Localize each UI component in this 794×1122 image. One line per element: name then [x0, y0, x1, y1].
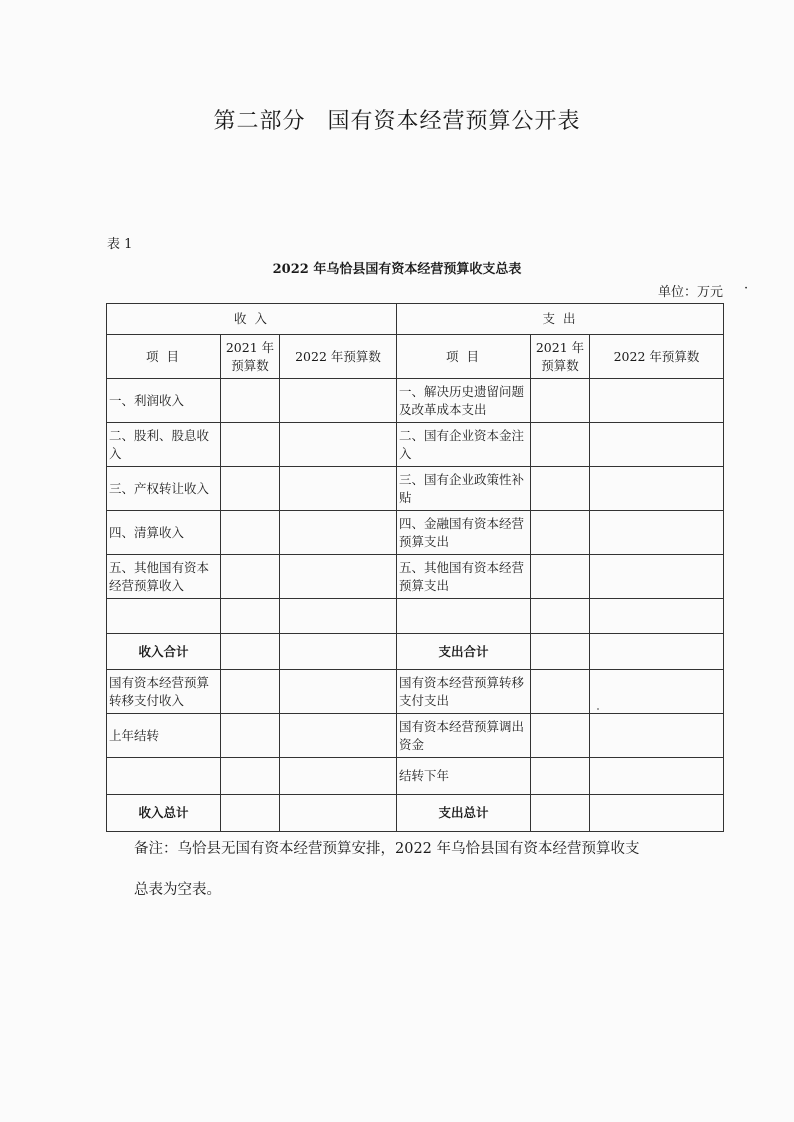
expense-item: 一、解决历史遗留问题及改革成本支出: [397, 379, 531, 423]
income-2022-value: [280, 599, 397, 634]
table-row: [107, 423, 724, 467]
expense-2022-value: [590, 467, 724, 511]
income-2022-value: [280, 511, 397, 555]
income-2022-value: [280, 795, 397, 832]
income-2021-value: [221, 634, 280, 670]
table-row: [107, 758, 724, 795]
income-item: 五、其他国有资本经营预算收入: [107, 555, 221, 599]
expense-2022-value: [590, 634, 724, 670]
income-item-header: 项 目: [107, 335, 221, 379]
expense-2021-value: [531, 758, 590, 795]
expense-2022-value: [590, 599, 724, 634]
expense-2022-value: [590, 758, 724, 795]
remark-line-2: 总表为空表。: [134, 882, 221, 898]
income-item: 一、利润收入: [107, 379, 221, 423]
expense-item: 三、国有企业政策性补贴: [397, 467, 531, 511]
income-2022-value: [280, 714, 397, 758]
income-2021-value: [221, 511, 280, 555]
expense-2022-header: 2022 年预算数: [590, 335, 724, 379]
income-item: 上年结转: [107, 714, 221, 758]
remark-line-1: 备注：乌恰县无国有资本经营预算安排，2022 年乌恰县国有资本经营预算收支: [134, 841, 640, 857]
expense-item: 四、金融国有资本经营预算支出: [397, 511, 531, 555]
expense-2021-value: [531, 379, 590, 423]
expense-2021-value: [531, 599, 590, 634]
expense-2022-value: [590, 714, 724, 758]
expense-2021-value: [531, 555, 590, 599]
expense-2022-value: [590, 511, 724, 555]
table-row: [107, 599, 724, 634]
expense-2021-value: [531, 511, 590, 555]
table-row: [107, 555, 724, 599]
income-2021-value: [221, 379, 280, 423]
expense-2021-header: 2021 年预算数: [531, 335, 590, 379]
income-2021-value: [221, 555, 280, 599]
income-item: [107, 599, 221, 634]
income-2021-value: [221, 714, 280, 758]
income-2022-header: 2022 年预算数: [280, 335, 397, 379]
income-item: 二、股利、股息收入: [107, 423, 221, 467]
page-title-name: 国有资本经营预算公开表: [327, 109, 581, 134]
expense-2021-value: [531, 795, 590, 832]
income-2021-value: [221, 599, 280, 634]
expense-header: 支 出: [397, 304, 724, 335]
expense-item: 结转下年: [397, 758, 531, 795]
income-2022-value: [280, 758, 397, 795]
expense-2021-value: [531, 423, 590, 467]
table-row: [107, 511, 724, 555]
income-total-label: 收入总计: [107, 795, 221, 832]
income-2021-value: [221, 795, 280, 832]
expense-total-label: 支出总计: [397, 795, 531, 832]
table-row: [107, 467, 724, 511]
expense-item: 国有资本经营预算转移支付支出: [397, 670, 531, 714]
expense-item-header: 项 目: [397, 335, 531, 379]
income-2021-header: 2021 年预算数: [221, 335, 280, 379]
table-row: [107, 379, 724, 423]
expense-item: 二、国有企业资本金注入: [397, 423, 531, 467]
expense-item: 五、其他国有资本经营预算支出: [397, 555, 531, 599]
table-row: [107, 795, 724, 832]
income-2022-value: [280, 555, 397, 599]
income-2021-value: [221, 423, 280, 467]
income-item: 三、产权转让收入: [107, 467, 221, 511]
page-title: [0, 104, 794, 135]
expense-2021-value: [531, 714, 590, 758]
income-item: [107, 758, 221, 795]
expense-2022-value: [590, 795, 724, 832]
income-2022-value: [280, 423, 397, 467]
income-header: 收 入: [107, 304, 397, 335]
income-item: 四、清算收入: [107, 511, 221, 555]
income-2022-value: [280, 670, 397, 714]
income-2021-value: [221, 758, 280, 795]
table-row: [107, 670, 724, 714]
unit-label: 单位：万元: [658, 285, 724, 300]
expense-2022-value: [590, 423, 724, 467]
table-title: 2022 年乌恰县国有资本经营预算收支总表: [272, 262, 522, 277]
expense-subtotal-label: 支出合计: [397, 634, 531, 670]
income-2022-value: [280, 467, 397, 511]
scan-speck: [597, 708, 599, 710]
expense-2022-value: [590, 379, 724, 423]
expense-2022-value: [590, 555, 724, 599]
table-row: [107, 634, 724, 670]
table-row: [107, 714, 724, 758]
income-2021-value: [221, 670, 280, 714]
scan-mark: ·: [744, 281, 749, 296]
income-2022-value: [280, 634, 397, 670]
income-subtotal-label: 收入合计: [107, 634, 221, 670]
income-2022-value: [280, 379, 397, 423]
expense-2021-value: [531, 670, 590, 714]
expense-2022-value: [590, 670, 724, 714]
expense-item: [397, 599, 531, 634]
page-title-part: 第二部分: [213, 109, 306, 134]
expense-item: 国有资本经营预算调出资金: [397, 714, 531, 758]
budget-table: [106, 303, 724, 832]
expense-2021-value: [531, 467, 590, 511]
income-2021-value: [221, 467, 280, 511]
income-item: 国有资本经营预算转移支付收入: [107, 670, 221, 714]
table-number: 表 1: [107, 237, 133, 252]
expense-2021-value: [531, 634, 590, 670]
